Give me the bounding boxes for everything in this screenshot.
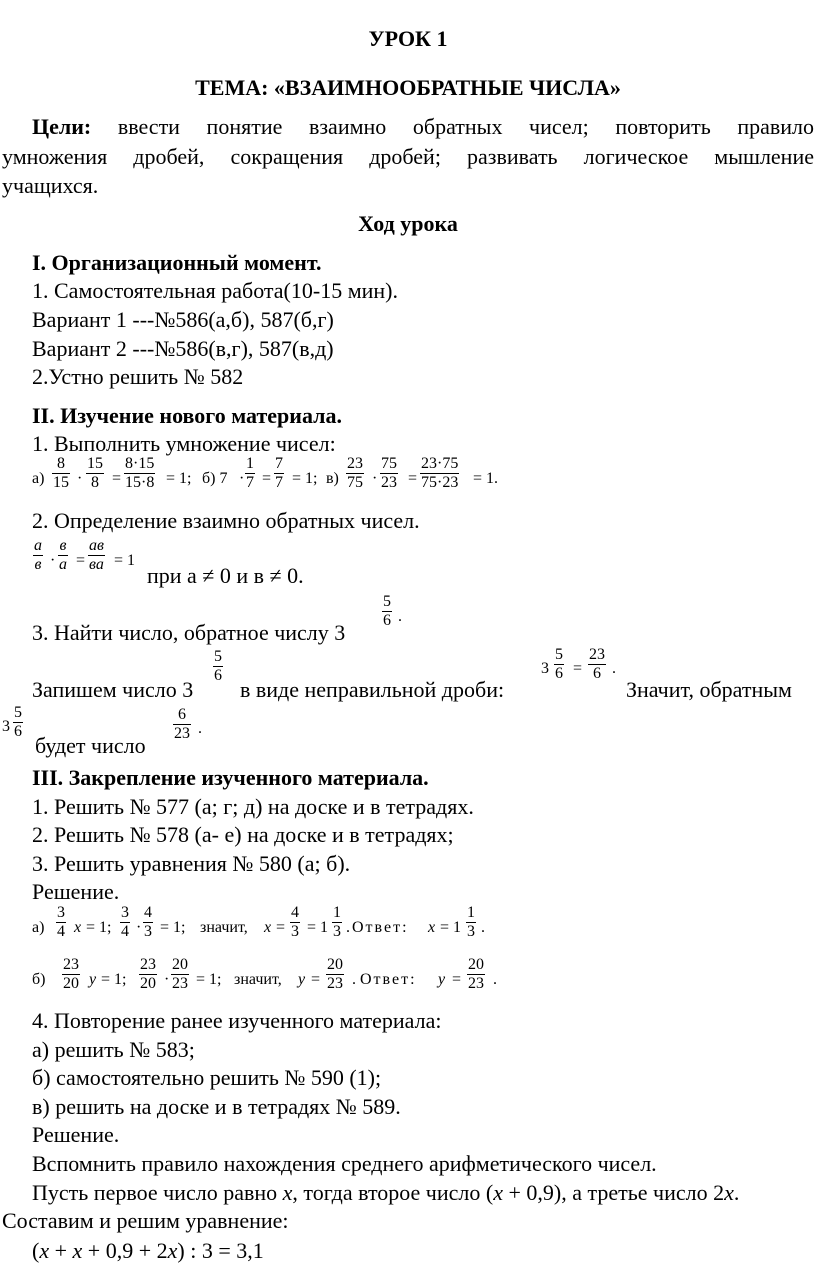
example-v-label: в)	[326, 470, 339, 487]
dot-operator: ·	[136, 919, 142, 936]
section3-subitem: в) решить на доске и в тетрадях № 589.	[32, 1094, 401, 1119]
numerator: 23	[140, 956, 156, 973]
solution-label: Решение.	[32, 1122, 120, 1147]
equals-sign: =	[311, 971, 321, 988]
denominator: 75	[347, 474, 363, 491]
fraction	[58, 537, 68, 574]
denominator: 4	[57, 923, 65, 940]
goals-line-3: учащихся.	[2, 173, 99, 198]
fraction	[554, 646, 564, 683]
denominator: 15	[53, 474, 69, 491]
numerator: 3	[121, 904, 129, 921]
recall-text: Вспомнить правило нахождения среднего арифметического чисел.	[32, 1151, 657, 1176]
fraction	[588, 646, 606, 683]
compose-text: Составим и решим уравнение:	[2, 1208, 289, 1233]
denominator: 7	[246, 474, 254, 491]
will-be-text: будет число	[35, 733, 146, 758]
denominator: 23	[174, 725, 190, 742]
numerator: 4	[291, 904, 299, 921]
numerator: 23	[63, 956, 79, 973]
numerator: в	[59, 537, 67, 554]
section3-subitem: б) самостоятельно решить № 590 (1);	[32, 1065, 382, 1090]
numerator: 23	[347, 455, 363, 472]
denominator: 7	[275, 474, 283, 491]
period: .	[198, 720, 202, 737]
denominator: 6	[593, 665, 601, 682]
fraction	[382, 593, 392, 630]
result: = 1;	[292, 470, 318, 487]
dot-operator: ·	[164, 971, 170, 988]
equals-sign: =	[112, 470, 122, 487]
equation-line	[32, 1238, 264, 1264]
section3-line: Решение.	[32, 879, 120, 904]
variable-x: x	[282, 1180, 293, 1205]
numerator: 15	[87, 455, 103, 472]
denominator: 3	[333, 923, 341, 940]
section1-line: Вариант 1 ---№586(а,б), 587(б,г)	[32, 307, 334, 332]
goals-label: Цели:	[32, 114, 92, 139]
denominator: 75·23	[421, 474, 459, 491]
answer-label: Ответ:	[360, 971, 417, 988]
equals-sign: =	[452, 971, 462, 988]
topic-title: ТЕМА: «ВЗАИМНООБРАТНЫЕ ЧИСЛА»	[195, 75, 621, 100]
fraction	[326, 956, 344, 993]
denominator: 23	[381, 474, 397, 491]
denominator: 3	[467, 923, 475, 940]
dot-operator: ·	[50, 552, 56, 569]
let-line	[32, 1180, 739, 1206]
result: = 1;	[196, 971, 222, 988]
section1-line: 2.Устно решить № 582	[32, 364, 244, 389]
numerator: 1	[246, 455, 254, 472]
denominator: 23	[468, 975, 484, 992]
numerator: 4	[144, 904, 152, 921]
result: = 1;	[166, 470, 192, 487]
goals-line-2: умножения дробей, сокращения дробей; развивать логическое мышление	[2, 144, 814, 169]
numerator: а	[34, 537, 42, 554]
fraction	[124, 455, 155, 492]
denominator: 6	[214, 667, 222, 684]
progress-title: Ход урока	[358, 211, 458, 236]
section3-line: 1. Решить № 577 (а; г; д) на доске и в тетрадях.	[32, 794, 474, 819]
fraction	[171, 956, 189, 993]
numerator: 3	[57, 904, 65, 921]
fraction	[245, 455, 255, 492]
equals-sign: = 1	[440, 919, 462, 936]
example-a-label: а)	[32, 470, 45, 487]
fraction	[467, 956, 485, 993]
fraction	[346, 455, 364, 492]
so-text: значит,	[200, 919, 248, 936]
section2-item2: 2. Определение взаимно обратных чисел.	[32, 508, 420, 533]
numerator: 23	[589, 646, 605, 663]
denominator: 8	[91, 474, 99, 491]
equation-part: (	[32, 1238, 40, 1263]
equals-sign: =	[262, 470, 272, 487]
equals-sign: =	[573, 660, 583, 677]
denominator: ва	[89, 556, 104, 573]
denominator: 6	[555, 665, 563, 682]
mixed-whole: 3	[541, 660, 549, 677]
so-text: значит,	[234, 971, 282, 988]
section1-line: 1. Самостоятельная работа(10-15 мин).	[32, 278, 399, 303]
numerator: 5	[214, 648, 222, 665]
section2-item1: 1. Выполнить умножение чисел:	[32, 431, 336, 456]
answer-label: Ответ:	[352, 919, 409, 936]
denominator: 3	[291, 923, 299, 940]
section2-title: II. Изучение нового материала.	[32, 403, 342, 428]
numerator: 7	[275, 455, 283, 472]
variable-x: x	[428, 919, 436, 936]
variable-y: y	[438, 971, 446, 988]
numerator: 6	[178, 706, 186, 723]
variable-x: x	[264, 919, 272, 936]
numerator: 20	[468, 956, 484, 973]
denominator: 6	[14, 723, 22, 740]
fraction	[332, 904, 342, 941]
equation-part: + 0,9 + 2	[82, 1238, 168, 1263]
numerator: 1	[333, 904, 341, 921]
equals-sign: =	[276, 919, 286, 936]
fraction	[213, 648, 223, 685]
equation-part: +	[49, 1238, 73, 1263]
fraction	[139, 956, 157, 993]
numerator: 5	[14, 704, 22, 721]
dot-operator: ·	[239, 470, 245, 487]
section1-title: I. Организационный момент.	[32, 250, 322, 275]
equals-sign: =	[408, 470, 418, 487]
section3-subitem: а) решить № 583;	[32, 1037, 195, 1062]
denominator: 15·8	[125, 474, 155, 491]
period: .	[481, 919, 485, 936]
denominator: 6	[383, 612, 391, 629]
denominator: 3	[144, 923, 152, 940]
variable-x: x	[72, 1238, 83, 1263]
fraction	[290, 904, 300, 941]
section1-line: Вариант 2 ---№586(в,г), 587(в,д)	[32, 336, 334, 361]
section3-item4: 4. Повторение ранее изученного материала:	[32, 1008, 442, 1033]
solution-a-label: а)	[32, 919, 45, 936]
numerator: 75	[381, 455, 397, 472]
dot-operator: ·	[372, 470, 378, 487]
period: .	[612, 660, 616, 677]
numerator: 8·15	[125, 455, 155, 472]
lesson-title: УРОК 1	[368, 26, 448, 51]
write-text-b: в виде неправильной дроби:	[240, 677, 505, 702]
result: = 1;	[86, 919, 112, 936]
let-text: + 0,9), а третье число 2	[502, 1180, 725, 1205]
variable-y: y	[89, 971, 97, 988]
period: .	[352, 971, 356, 988]
period: .	[398, 608, 402, 625]
equation-part: ) : 3 = 3,1	[177, 1238, 264, 1263]
condition: при а ≠ 0 и в ≠ 0.	[147, 563, 304, 588]
variable-x: x	[167, 1238, 178, 1263]
fraction	[120, 904, 130, 941]
section2-item3: 3. Найти число, обратное числу 3	[32, 620, 346, 645]
denominator: 23	[172, 975, 188, 992]
numerator: 1	[467, 904, 475, 921]
fraction	[56, 904, 66, 941]
numerator: 23·75	[421, 455, 459, 472]
write-text-a: Запишем число 3	[32, 677, 194, 702]
fraction	[86, 455, 104, 492]
fraction	[88, 537, 105, 574]
period: .	[346, 919, 350, 936]
fraction	[380, 455, 398, 492]
fraction	[420, 455, 459, 492]
fraction	[62, 956, 80, 993]
result: = 1.	[473, 470, 499, 487]
section3-title: III. Закрепление изученного материала.	[32, 765, 429, 790]
example-b-label: б) 7	[202, 470, 228, 487]
numerator: ав	[89, 537, 104, 554]
equals-sign: =	[76, 552, 86, 569]
fraction	[13, 704, 23, 741]
denominator: а	[59, 556, 67, 573]
fraction	[33, 537, 43, 574]
equals-sign: = 1	[114, 552, 136, 569]
denominator: 20	[63, 975, 79, 992]
result: = 1;	[160, 919, 186, 936]
goals-text-1: ввести понятие взаимно обратных чисел; повторить правило	[117, 114, 815, 139]
variable-y: y	[298, 971, 306, 988]
fraction	[52, 455, 70, 492]
result: = 1;	[101, 971, 127, 988]
fraction	[143, 904, 153, 941]
denominator: в	[34, 556, 42, 573]
fraction	[466, 904, 476, 941]
denominator: 4	[121, 923, 129, 940]
section3-line: 3. Решить уравнения № 580 (а; б).	[32, 851, 351, 876]
denominator: 23	[327, 975, 343, 992]
variable-x: x	[493, 1180, 503, 1205]
fraction	[274, 455, 284, 492]
dot-operator: ·	[77, 470, 83, 487]
numerator: 8	[57, 455, 65, 472]
equals-sign: = 1	[307, 919, 329, 936]
let-text: .	[733, 1180, 740, 1205]
period: .	[493, 971, 497, 988]
write-text-c: Значит, обратным	[626, 677, 792, 702]
numerator: 5	[555, 646, 563, 663]
let-text: Пусть первое число равно	[32, 1180, 283, 1205]
goals-line-1	[32, 114, 814, 140]
numerator: 5	[383, 593, 391, 610]
variable-x: x	[74, 919, 82, 936]
variable-x: x	[39, 1238, 50, 1263]
let-text: , тогда второе число (	[292, 1180, 494, 1205]
section3-line: 2. Решить № 578 (а- е) на доске и в тетрадях;	[32, 822, 454, 847]
mixed-whole: 3	[2, 718, 10, 735]
numerator: 20	[172, 956, 188, 973]
numerator: 20	[327, 956, 343, 973]
solution-b-label: б)	[32, 971, 46, 988]
variable-x: x	[724, 1180, 734, 1205]
fraction	[173, 706, 191, 743]
denominator: 20	[140, 975, 156, 992]
